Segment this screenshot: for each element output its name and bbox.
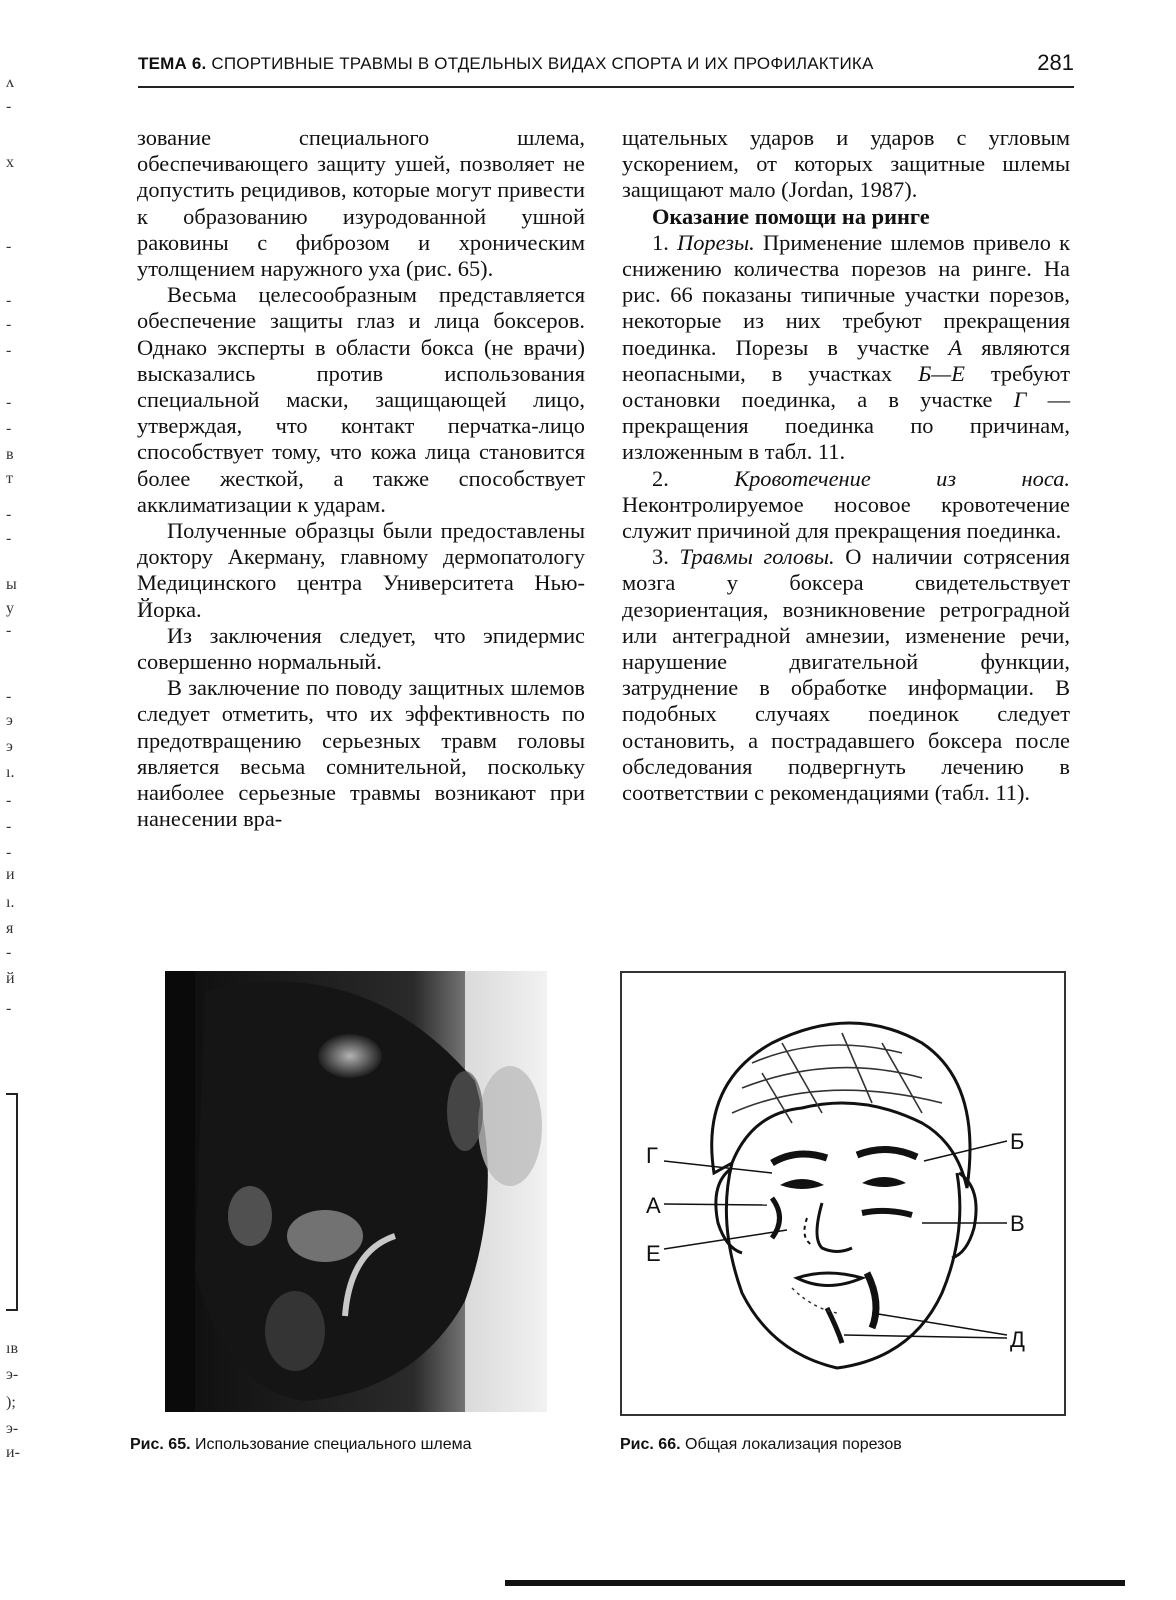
- margin-glyph: э-: [6, 1366, 19, 1383]
- margin-glyph: -: [6, 292, 12, 309]
- margin-glyph: ı.: [6, 894, 15, 911]
- item-number: 1.: [652, 229, 669, 255]
- margin-glyph: й: [6, 970, 15, 987]
- margin-glyph: );: [6, 1394, 16, 1411]
- left-paragraph-5: В заключение по поводу защитных шлемов следует отметить, что их эффективность по предотвращению серьезных травм головы является весьма сомнительной, поскольку наиболее серьезные травмы возникают при нанесении вра-: [137, 675, 585, 832]
- item-text: Неконтролируемое носовое кровотечение служит причиной для прекращения поединка.: [622, 491, 1070, 544]
- left-paragraph-1: зование специального шлема, обеспечивающего защиту ушей, позволяет не допустить рецидивов, которые могут привести к образованию изуродованной ушной раковины с фиброзом и хроническим утолщением наружного уха (рис. 65).: [137, 125, 585, 282]
- margin-glyph: -: [6, 844, 12, 861]
- figure-65-photo: [165, 971, 547, 1412]
- item-text: — прекращения поединка по причинам, изложенным в табл. 11.: [622, 387, 1070, 465]
- item-text: Применение шлемов привело к снижению количества порезов на ринге. На рис. 66 показаны типичные участки порезов, некоторые из них требуют прекращения поединка. Порезы в участке: [622, 229, 1070, 360]
- header-title-text: СПОРТИВНЫЕ ТРАВМЫ В ОТДЕЛЬНЫХ ВИДАХ СПОРТА И ИХ ПРОФИЛАКТИКА: [206, 54, 874, 73]
- margin-glyph: ы: [6, 576, 17, 593]
- figure-66-caption-text: Общая локализация порезов: [680, 1436, 902, 1453]
- left-paragraph-2: Весьма целесообразным представляется обеспечение защиты глаз и лица боксеров. Однако эксперты в области бокса (не врачи) высказались против использования специальной маски, защищающей лицо, утверждая, что контакт перчатка-лицо способствует тому, что кожа лица становится более жесткой, а также способствует акклиматизации к ударам.: [137, 282, 585, 517]
- figure-66-diagram: [620, 971, 1066, 1416]
- margin-glyph: т: [6, 470, 13, 487]
- left-paragraph-3: Полученные образцы были предоставлены доктору Акерману, главному дермопатологу Медицинского центра Университета Нью-Йорка.: [137, 518, 585, 622]
- marker-b: Б: [1010, 1129, 1025, 1154]
- margin-glyph: я: [6, 920, 14, 937]
- zone-ref: Г: [1013, 387, 1027, 413]
- item-number: 3.: [652, 544, 669, 570]
- margin-glyph: -: [6, 98, 12, 115]
- margin-glyph: -: [6, 1000, 12, 1017]
- right-continuation: щательных ударов и ударов с угловым ускорением, от которых защитные шлемы защищают мало (Jordan, 1987).: [622, 125, 1070, 203]
- margin-glyph: -: [6, 622, 12, 639]
- margin-glyph: в: [6, 446, 14, 463]
- left-paragraph-4: Из заключения следует, что эпидермис совершенно нормальный.: [137, 622, 585, 675]
- margin-glyph: -: [6, 688, 12, 705]
- zone-ref: Б—Е: [918, 360, 965, 386]
- page-number: 281: [1037, 50, 1074, 75]
- right-column: [622, 125, 1070, 806]
- marker-v: В: [1010, 1211, 1025, 1236]
- margin-glyph: э-: [6, 1420, 19, 1437]
- list-item-cuts: [622, 230, 1070, 466]
- margin-glyph: и-: [6, 1444, 20, 1461]
- marker-d: Д: [1010, 1327, 1025, 1352]
- item-text: требуют остановки поединка, а в участке: [622, 360, 1071, 413]
- header-prefix: ТЕМА 6.: [138, 54, 207, 73]
- figure-66-caption: [620, 1436, 902, 1454]
- margin-glyph: -: [6, 792, 12, 809]
- marker-g: Г: [646, 1143, 658, 1168]
- list-item-nosebleed: [622, 466, 1070, 545]
- margin-glyph: э: [6, 712, 13, 729]
- section-subheading: Оказание помощи на ринге: [652, 203, 930, 229]
- margin-glyph: х: [6, 154, 14, 171]
- margin-glyph: -: [6, 818, 12, 835]
- margin-glyph: -: [6, 530, 12, 547]
- item-text: являются неопасными, в участках: [622, 334, 1070, 386]
- margin-glyph: -: [6, 394, 12, 411]
- margin-glyph: -: [6, 420, 12, 437]
- margin-glyph: и: [6, 866, 15, 883]
- figure-65-label: Рис. 65.: [130, 1436, 191, 1453]
- margin-bracket-top: [6, 1093, 18, 1095]
- item-number: 2.: [652, 465, 669, 491]
- margin-glyph: -: [6, 506, 12, 523]
- margin-glyph: -: [6, 238, 12, 255]
- margin-glyph: -: [6, 316, 12, 333]
- figure-65-caption: [130, 1436, 472, 1454]
- helmet-photo-image: [165, 971, 547, 1412]
- figure-65-caption-text: Использование специального шлема: [190, 1436, 472, 1453]
- margin-glyph: -: [6, 342, 12, 359]
- item-term: Травмы головы.: [679, 544, 835, 570]
- bottom-scan-edge: [505, 1580, 1125, 1586]
- running-header: [138, 50, 1074, 88]
- list-item-head-injury: [622, 544, 1070, 806]
- marker-e: Е: [646, 1241, 661, 1266]
- margin-glyph: у: [6, 600, 14, 617]
- face-cut-diagram: [622, 973, 1064, 1414]
- header-title: [138, 54, 874, 74]
- margin-glyph: ıв: [6, 1340, 18, 1357]
- margin-glyph: -: [6, 944, 12, 961]
- margin-glyph: э: [6, 738, 13, 755]
- figure-66-label: Рис. 66.: [620, 1436, 681, 1453]
- margin-glyph: ı.: [6, 764, 15, 781]
- item-term: Кровотечение из носа.: [734, 465, 1070, 491]
- margin-bracket-bottom: [6, 1309, 18, 1311]
- zone-ref: А: [948, 334, 963, 360]
- item-text: О наличии сотрясения мозга у боксера свидетельствует дезориентация, возникновение ретроградной или антеградной амнезии, изменение речи, нарушение двигательной функции, затруднение в обработке информации. В подобных случаях поединок следует остановить, а пострадавшего боксера после обследования подвергнуть лечению в соответствии с рекомендациями (табл. 11).: [622, 544, 1070, 806]
- left-column: [137, 125, 585, 832]
- margin-bracket-line: [16, 1093, 18, 1311]
- item-term: Порезы.: [677, 229, 755, 255]
- marker-a: А: [646, 1193, 661, 1218]
- margin-glyph: ʌ: [6, 74, 14, 91]
